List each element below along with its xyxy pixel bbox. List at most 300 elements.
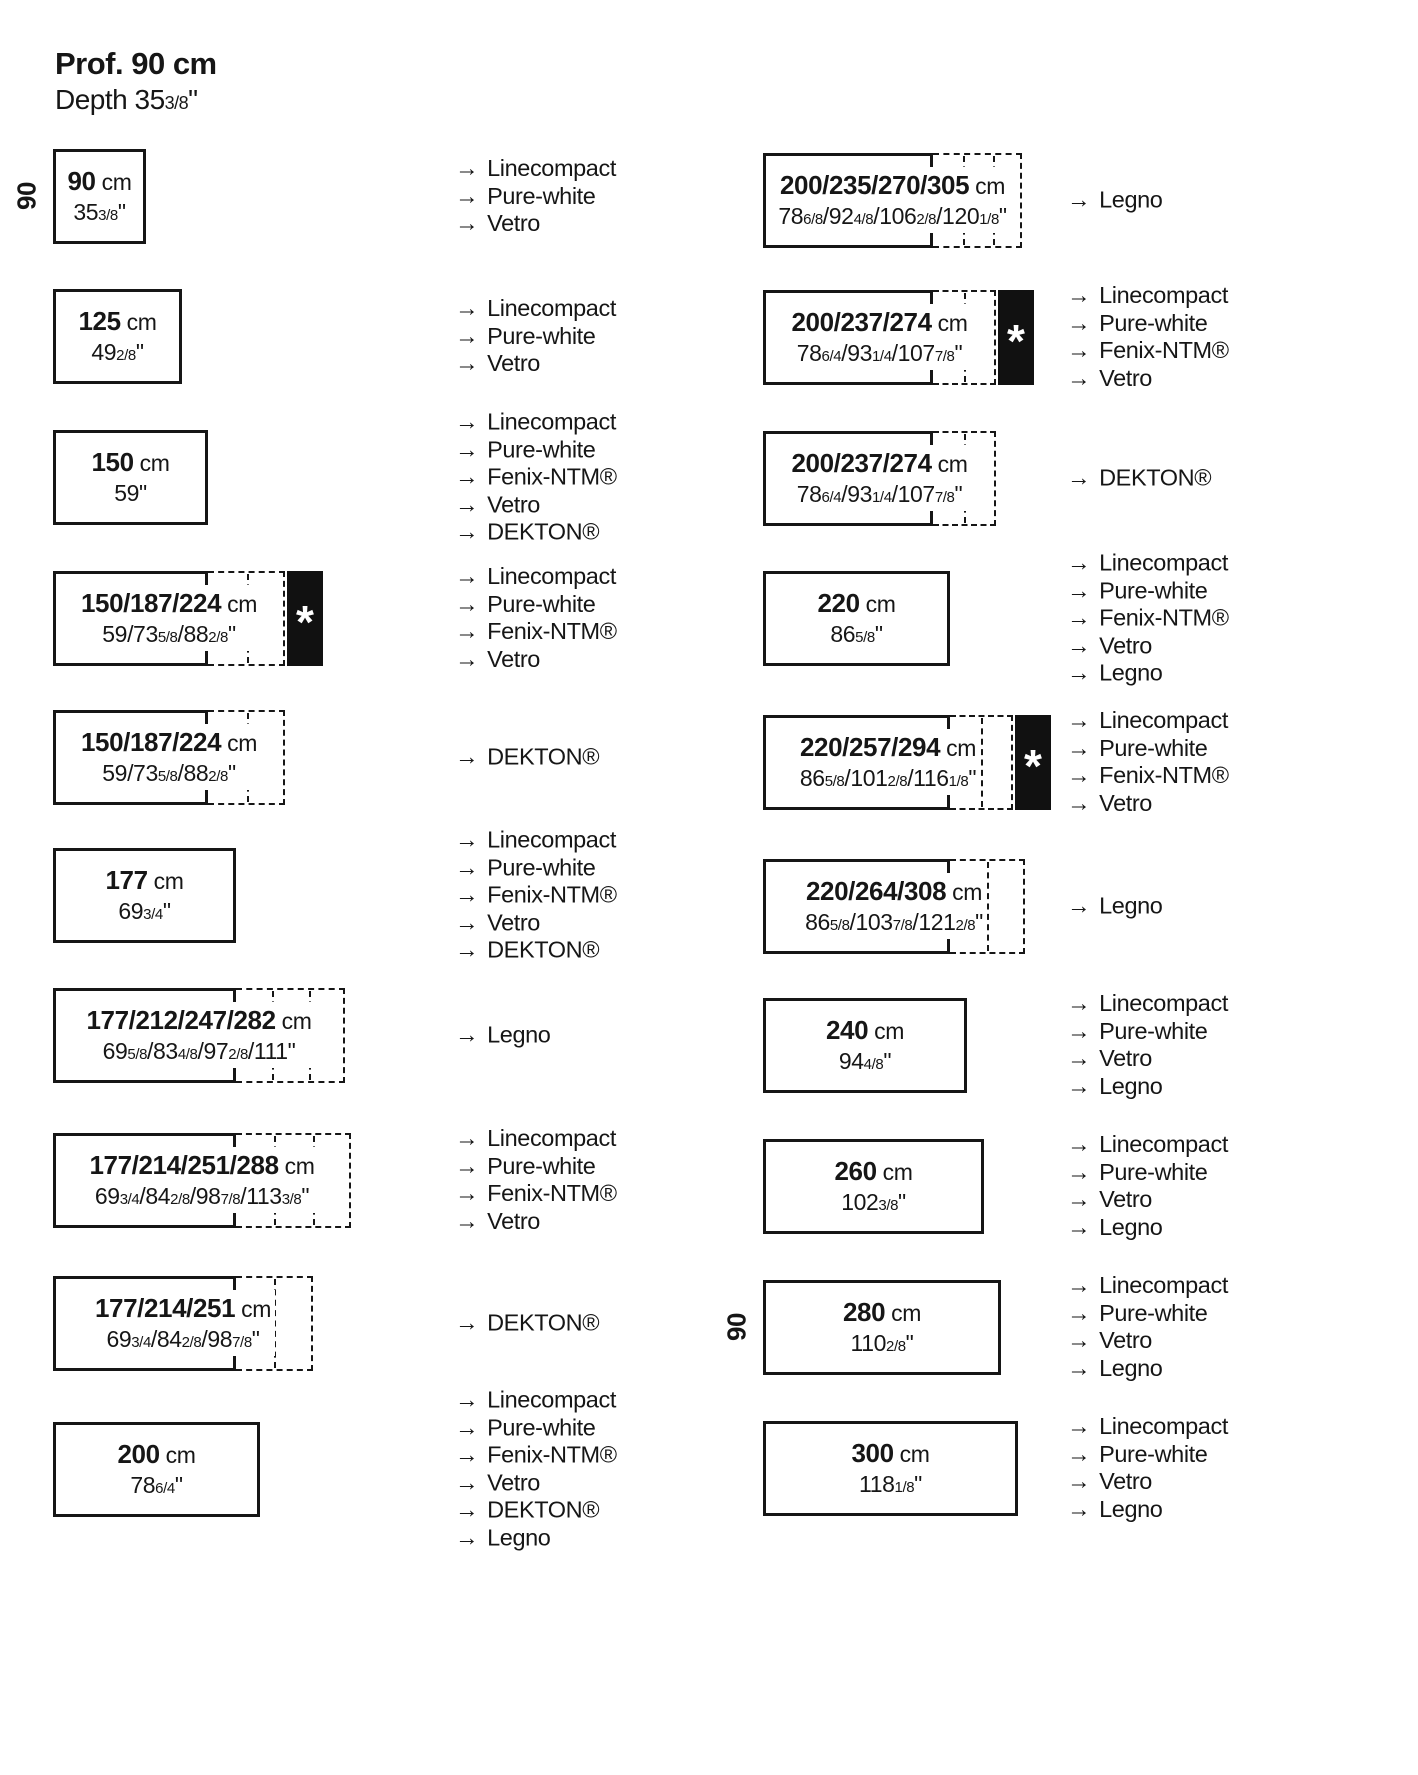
material-name: Linecompact	[1099, 282, 1228, 308]
size-inch-label: 865/8/1037/8/1212/8"	[805, 908, 983, 935]
material-name: Fenix-NTM®	[1099, 604, 1229, 631]
material-item	[1067, 1045, 1228, 1073]
star-marker-box	[998, 290, 1034, 385]
size-label-wrap	[763, 1280, 1001, 1375]
arrow-icon: →	[455, 743, 479, 770]
material-name: Legno	[1099, 1495, 1163, 1522]
material-name: DEKTON®	[487, 743, 600, 770]
arrow-icon: →	[1067, 1158, 1091, 1185]
material-name: Vetro	[487, 1469, 540, 1495]
materials-list	[1067, 1131, 1228, 1241]
material-name: Pure-white	[1099, 576, 1208, 603]
materials-list	[1067, 464, 1211, 492]
size-inch-label: 944/8"	[838, 1047, 892, 1074]
material-name: Linecompact	[487, 563, 616, 589]
size-label-wrap	[53, 1276, 313, 1371]
material-item	[1067, 1073, 1228, 1101]
material-item	[1067, 337, 1229, 365]
material-item	[455, 491, 617, 519]
arrow-icon: →	[1067, 1354, 1091, 1381]
depth-inch-mark: "	[188, 84, 198, 115]
arrow-icon: →	[455, 645, 479, 672]
material-name: Fenix-NTM®	[487, 463, 617, 490]
material-name: Linecompact	[1099, 1131, 1228, 1157]
arrow-icon: →	[455, 853, 479, 880]
size-inch-label: 695/8/834/8/972/8/111"	[102, 1037, 296, 1064]
arrow-icon: →	[1067, 789, 1091, 816]
arrow-icon: →	[1067, 990, 1091, 1016]
dimension-box	[53, 571, 285, 666]
material-item	[1067, 735, 1229, 763]
size-label-wrap	[53, 430, 208, 525]
material-name: Vetro	[487, 209, 540, 236]
material-name: Vetro	[487, 349, 540, 376]
arrow-icon: →	[1067, 734, 1091, 761]
size-label	[101, 862, 187, 927]
size-label	[787, 445, 971, 510]
size-inch-label: 693/4"	[118, 897, 171, 924]
size-inch-label: 1023/8"	[841, 1188, 906, 1215]
arrow-icon: →	[1067, 1072, 1091, 1099]
material-name: Vetro	[1099, 1045, 1152, 1071]
dimension-box	[763, 431, 996, 526]
size-cm-label: 150 cm	[91, 447, 170, 478]
arrow-icon: →	[455, 1152, 479, 1179]
material-name: Legno	[1099, 186, 1163, 213]
arrow-icon: →	[1067, 309, 1091, 336]
asterisk-icon: *	[296, 595, 314, 648]
size-cm-label: 177 cm	[105, 865, 184, 896]
materials-list	[455, 1021, 550, 1049]
material-item	[455, 1524, 617, 1552]
arrow-icon: →	[455, 435, 479, 462]
size-label-wrap	[53, 1422, 260, 1517]
material-name: Pure-white	[487, 322, 596, 349]
material-name: Pure-white	[1099, 734, 1208, 761]
dimension-box	[53, 988, 345, 1083]
material-item	[455, 1469, 617, 1497]
material-name: Vetro	[1099, 364, 1152, 391]
size-inch-label: 865/8/1012/8/1161/8"	[799, 764, 977, 791]
arrow-icon: →	[455, 1180, 479, 1206]
arrow-icon: →	[1067, 1440, 1091, 1467]
material-item	[455, 182, 616, 210]
material-name: Pure-white	[487, 435, 596, 462]
size-inch-label: 59/735/8/882/8"	[102, 759, 236, 786]
size-cm-label: 177/214/251/288 cm	[89, 1150, 315, 1181]
material-item	[1067, 365, 1229, 393]
material-item	[1067, 1018, 1228, 1046]
material-item	[1067, 762, 1229, 790]
arrow-icon: →	[1067, 707, 1091, 733]
material-item	[1067, 790, 1229, 818]
arrow-icon: →	[1067, 337, 1091, 363]
material-name: Pure-white	[1099, 1017, 1208, 1044]
depth-fraction: 3/8	[164, 93, 189, 113]
material-item	[455, 1208, 617, 1236]
materials-list	[1067, 707, 1229, 817]
arrow-icon: →	[1067, 1045, 1091, 1071]
material-item	[1067, 892, 1162, 920]
size-cm-label: 200/237/274 cm	[791, 448, 968, 479]
size-cm-label: 220/264/308 cm	[805, 876, 983, 907]
material-item	[1067, 990, 1228, 1018]
size-inch-label: 59/735/8/882/8"	[102, 620, 236, 647]
size-label	[85, 1147, 318, 1212]
material-name: Legno	[487, 1021, 551, 1048]
size-label-wrap	[763, 998, 967, 1093]
material-item	[455, 350, 616, 378]
material-name: Vetro	[1099, 1468, 1152, 1494]
materials-list	[1067, 1413, 1228, 1523]
size-label-wrap	[53, 149, 146, 244]
size-cm-label: 300 cm	[851, 1438, 930, 1469]
dimension-box	[763, 1421, 1018, 1516]
arrow-icon: →	[455, 1524, 479, 1550]
material-item	[455, 1442, 617, 1470]
size-cm-label: 125 cm	[78, 306, 157, 337]
dimension-box	[763, 998, 967, 1093]
size-label-wrap	[53, 848, 236, 943]
size-cm-label: 200 cm	[117, 1439, 196, 1470]
material-item	[455, 295, 616, 323]
arrow-icon: →	[455, 563, 479, 589]
materials-list	[455, 1309, 599, 1337]
size-label-wrap	[763, 571, 950, 666]
dimension-box	[53, 710, 285, 805]
material-item	[1067, 310, 1229, 338]
arrow-icon: →	[455, 1496, 479, 1523]
material-item	[1067, 1186, 1228, 1214]
size-label-wrap	[763, 431, 996, 526]
material-name: Vetro	[1099, 1186, 1152, 1212]
materials-list	[1067, 549, 1229, 687]
material-item	[1067, 1300, 1228, 1328]
size-label-wrap	[53, 289, 182, 384]
arrow-icon: →	[1067, 1327, 1091, 1353]
size-inch-label: 1102/8"	[850, 1329, 914, 1356]
arrow-icon: →	[455, 1207, 479, 1234]
page-depth-subtitle	[55, 84, 198, 116]
material-name: Vetro	[1099, 631, 1152, 658]
size-cm-label: 150/187/224 cm	[80, 588, 258, 619]
material-item	[1067, 1159, 1228, 1187]
size-cm-label: 150/187/224 cm	[80, 727, 258, 758]
arrow-icon: →	[455, 590, 479, 617]
material-name: Fenix-NTM®	[1099, 762, 1229, 788]
material-item	[1067, 282, 1229, 310]
size-label	[87, 444, 173, 509]
material-item	[1067, 1468, 1228, 1496]
size-label	[796, 729, 980, 794]
arrow-icon: →	[1067, 364, 1091, 391]
size-label-wrap	[53, 988, 345, 1083]
dimension-box	[53, 1133, 351, 1228]
material-item	[1067, 604, 1229, 632]
arrow-icon: →	[455, 936, 479, 963]
material-name: Fenix-NTM®	[487, 881, 617, 908]
arrow-icon: →	[1067, 1468, 1091, 1494]
materials-list	[1067, 282, 1229, 392]
arrow-icon: →	[1067, 1299, 1091, 1326]
materials-list	[455, 743, 599, 771]
size-cm-label: 220/257/294 cm	[799, 732, 977, 763]
size-label	[822, 1012, 908, 1077]
material-item	[1067, 549, 1229, 577]
materials-list	[455, 563, 617, 673]
materials-list	[455, 1387, 617, 1552]
material-name: Legno	[1099, 892, 1163, 919]
material-item	[455, 881, 617, 909]
size-label-wrap	[763, 1139, 984, 1234]
material-item	[455, 563, 617, 591]
material-name: Linecompact	[487, 826, 616, 853]
material-item	[1067, 1272, 1228, 1300]
materials-list	[1067, 990, 1228, 1100]
size-inch-label: 693/4/842/8/987/8/1133/8"	[94, 1182, 310, 1209]
material-name: DEKTON®	[487, 1496, 600, 1523]
arrow-icon: →	[455, 1386, 479, 1413]
size-inch-label: 353/8"	[73, 198, 126, 225]
material-name: Linecompact	[487, 1125, 616, 1151]
material-item	[455, 1180, 617, 1208]
material-name: Vetro	[487, 490, 540, 517]
size-label	[787, 304, 971, 369]
arrow-icon: →	[1067, 604, 1091, 631]
material-name: Pure-white	[487, 1414, 596, 1440]
arrow-icon: →	[1067, 631, 1091, 658]
size-cm-label: 220 cm	[817, 588, 896, 619]
size-cm-label: 200/237/274 cm	[791, 307, 968, 338]
size-cm-label: 240 cm	[825, 1015, 905, 1046]
material-item	[455, 618, 617, 646]
page-title: Prof. 90 cm	[55, 46, 217, 81]
material-item	[455, 743, 599, 771]
materials-list	[455, 408, 617, 546]
arrow-icon: →	[1067, 1131, 1091, 1157]
material-name: Legno	[1099, 659, 1163, 686]
material-item	[455, 1309, 599, 1337]
material-name: DEKTON®	[487, 1309, 600, 1336]
material-item	[1067, 1214, 1228, 1242]
material-name: Linecompact	[1099, 549, 1228, 576]
material-item	[455, 591, 617, 619]
material-item	[1067, 1413, 1228, 1441]
size-inch-label: 786/4"	[130, 1471, 183, 1498]
size-cm-label: 90 cm	[67, 166, 132, 197]
size-cm-label: 177/214/251 cm	[94, 1293, 272, 1324]
size-cm-label: 260 cm	[834, 1156, 913, 1187]
arrow-icon: →	[455, 1309, 479, 1336]
material-item	[455, 1414, 617, 1442]
material-item	[1067, 1355, 1228, 1383]
depth-value: Depth 35	[55, 84, 165, 115]
material-name: Fenix-NTM®	[487, 1180, 617, 1206]
material-item	[1067, 707, 1229, 735]
material-name: DEKTON®	[487, 518, 600, 545]
material-item	[1067, 186, 1162, 214]
arrow-icon: →	[455, 182, 479, 209]
arrow-icon: →	[455, 490, 479, 517]
material-item	[455, 408, 617, 436]
material-item	[455, 1125, 617, 1153]
material-item	[1067, 464, 1211, 492]
size-label-wrap	[53, 1133, 351, 1228]
size-inch-label: 693/4/842/8/987/8"	[106, 1325, 260, 1352]
star-marker-box	[287, 571, 323, 666]
arrow-icon: →	[455, 209, 479, 236]
size-label	[774, 167, 1010, 232]
material-name: Linecompact	[487, 1386, 616, 1413]
size-label	[847, 1435, 933, 1500]
material-name: Fenix-NTM®	[487, 1441, 617, 1468]
size-label	[813, 585, 899, 650]
arrow-icon: →	[1067, 549, 1091, 576]
material-name: DEKTON®	[1099, 464, 1212, 491]
material-name: Vetro	[487, 908, 540, 935]
size-label-wrap	[763, 290, 996, 385]
materials-list	[455, 826, 617, 964]
arrow-icon: →	[1067, 1186, 1091, 1212]
arrow-icon: →	[455, 1414, 479, 1440]
material-item	[455, 854, 617, 882]
arrow-icon: →	[455, 349, 479, 376]
size-label	[830, 1153, 916, 1218]
materials-list	[455, 295, 616, 378]
arrow-icon: →	[1067, 1495, 1091, 1522]
material-name: Fenix-NTM®	[487, 618, 617, 644]
material-name: Fenix-NTM®	[1099, 337, 1229, 363]
arrow-icon: →	[455, 322, 479, 349]
size-label-wrap	[763, 1421, 1018, 1516]
material-name: Vetro	[1099, 1327, 1152, 1353]
size-inch-label: 786/4/931/4/1077/8"	[796, 480, 963, 507]
material-name: Pure-white	[1099, 309, 1208, 336]
size-label	[82, 1002, 315, 1067]
arrow-icon: →	[455, 1125, 479, 1151]
size-inch-label: 59"	[114, 479, 147, 506]
dimension-box	[763, 1280, 1001, 1375]
dimension-box	[763, 153, 1022, 248]
size-inch-label: 786/4/931/4/1077/8"	[796, 339, 963, 366]
dimension-box	[53, 1422, 260, 1517]
material-item	[455, 155, 616, 183]
material-name: Pure-white	[487, 182, 596, 209]
size-label	[839, 1294, 925, 1359]
material-item	[455, 909, 617, 937]
material-item	[1067, 1441, 1228, 1469]
dimension-box	[763, 571, 950, 666]
materials-list	[1067, 186, 1162, 214]
arrow-icon: →	[455, 826, 479, 853]
material-name: Legno	[1099, 1072, 1163, 1099]
depth-90-side-label: 90	[721, 1313, 752, 1341]
arrow-icon: →	[455, 1021, 479, 1048]
arrow-icon: →	[455, 1441, 479, 1468]
size-label	[74, 303, 160, 368]
materials-list	[1067, 892, 1162, 920]
arrow-icon: →	[1067, 1272, 1091, 1298]
materials-list	[1067, 1272, 1228, 1382]
material-item	[1067, 577, 1229, 605]
arrow-icon: →	[455, 908, 479, 935]
material-item	[1067, 632, 1229, 660]
material-name: DEKTON®	[487, 936, 600, 963]
dimension-box	[53, 1276, 313, 1371]
arrow-icon: →	[1067, 464, 1091, 491]
size-inch-label: 865/8"	[830, 620, 883, 647]
arrow-icon: →	[1067, 1017, 1091, 1044]
asterisk-icon: *	[1007, 314, 1025, 367]
material-name: Linecompact	[1099, 990, 1228, 1016]
material-name: Pure-white	[487, 853, 596, 880]
material-name: Linecompact	[1099, 1413, 1228, 1439]
arrow-icon: →	[1067, 892, 1091, 919]
arrow-icon: →	[455, 154, 479, 181]
arrow-icon: →	[1067, 762, 1091, 788]
arrow-icon: →	[1067, 282, 1091, 308]
material-item	[455, 936, 617, 964]
size-inch-label: 1181/8"	[859, 1470, 922, 1497]
dimension-box	[53, 289, 182, 384]
material-item	[455, 210, 616, 238]
asterisk-icon: *	[1024, 739, 1042, 792]
arrow-icon: →	[455, 618, 479, 644]
material-item	[1067, 1131, 1228, 1159]
material-name: Linecompact	[487, 154, 616, 181]
size-cm-label: 280 cm	[842, 1297, 922, 1328]
material-item	[455, 322, 616, 350]
material-item	[455, 518, 617, 546]
size-label	[91, 1290, 275, 1355]
dimension-box	[763, 1139, 984, 1234]
material-name: Linecompact	[1099, 1272, 1228, 1298]
size-inch-label: 786/8/924/8/1062/8/1201/8"	[778, 202, 1007, 229]
material-item	[1067, 1496, 1228, 1524]
material-item	[455, 1153, 617, 1181]
material-item	[455, 646, 617, 674]
material-item	[455, 826, 617, 854]
material-item	[455, 1497, 617, 1525]
dimension-box	[53, 848, 236, 943]
material-item	[1067, 1327, 1228, 1355]
arrow-icon: →	[455, 463, 479, 490]
size-label	[113, 1436, 199, 1501]
material-name: Linecompact	[1099, 707, 1228, 733]
material-name: Pure-white	[1099, 1299, 1208, 1326]
arrow-icon: →	[1067, 186, 1091, 213]
material-name: Legno	[1099, 1213, 1163, 1240]
material-name: Linecompact	[487, 294, 616, 321]
material-item	[455, 1387, 617, 1415]
dimension-box	[763, 715, 1013, 810]
arrow-icon: →	[1067, 1413, 1091, 1439]
material-name: Linecompact	[487, 408, 616, 435]
arrow-icon: →	[455, 518, 479, 545]
material-name: Pure-white	[487, 590, 596, 617]
material-name: Pure-white	[1099, 1158, 1208, 1185]
arrow-icon: →	[455, 881, 479, 908]
dimension-box	[763, 290, 996, 385]
size-label-wrap	[53, 710, 285, 805]
size-label	[77, 585, 261, 650]
size-label-wrap	[763, 153, 1022, 248]
depth-90-side-label: 90	[11, 182, 42, 210]
size-inch-label: 492/8"	[91, 338, 144, 365]
material-name: Legno	[487, 1524, 551, 1550]
arrow-icon: →	[1067, 1213, 1091, 1240]
arrow-icon: →	[455, 408, 479, 435]
